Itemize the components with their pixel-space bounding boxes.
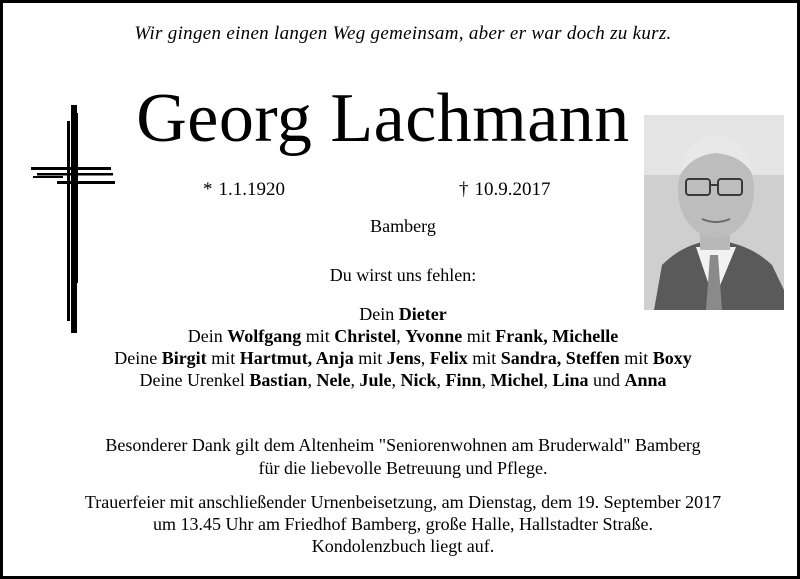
death-date [459,179,551,201]
star-icon: * [203,179,213,200]
missing-text: Du wirst uns fehlen: [329,265,477,285]
motto: Wir gingen einen langen Weg gemeinsam, aber er war doch zu kurz. [134,23,672,44]
birth-date-value: 1.1.1920 [218,179,285,200]
family-line-1: Dein Dieter [359,304,447,324]
service-line-1: Trauerfeier mit anschließender Urnenbeisetzung, am Dienstag, dem 19. September 2017 [84,492,722,512]
dagger-icon: † [459,179,469,200]
family-line-4: Deine Urenkel Bastian, Nele, Jule, Nick, Finn, Michel, Lina und Anna [139,370,667,390]
service-line-2: um 13.45 Uhr am Friedhof Bamberg, große Halle, Hallstadter Straße. [152,514,654,534]
thanks-line-1: Besonderer Dank gilt dem Altenheim "Seniorenwohnen am Bruderwald" Bamberg [105,435,701,455]
deceased-name: Georg Lachmann [136,80,630,157]
family-line-3: Deine Birgit mit Hartmut, Anja mit Jens, Felix mit Sandra, Steffen mit Boxy [114,348,692,368]
place: Bamberg [370,216,436,236]
thanks-text [3,434,800,480]
funeral-service-text [3,491,800,557]
thanks-line-2: für die liebevolle Betreuung und Pflege. [258,458,548,478]
death-date-value: 10.9.2017 [474,179,551,200]
family-list [3,303,800,391]
birth-date [203,179,285,201]
service-line-3: Kondolenzbuch liegt auf. [311,536,495,556]
family-line-2: Dein Wolfgang mit Christel, Yvonne mit Frank, Michelle [187,326,619,346]
